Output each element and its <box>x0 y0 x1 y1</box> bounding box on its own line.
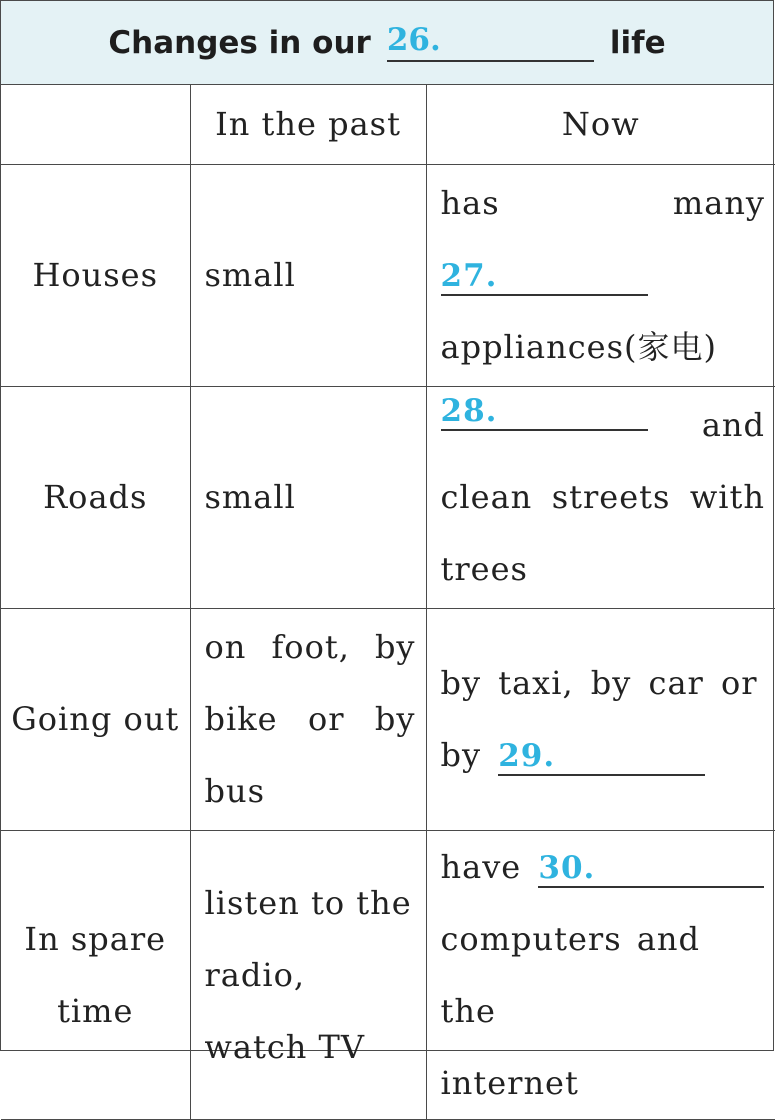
now-roads-line3: trees <box>440 550 528 588</box>
now-spare-time <box>426 830 775 1119</box>
title-suffix: life <box>609 24 666 61</box>
past-roads: small <box>190 386 426 608</box>
header-empty-cell <box>1 85 190 164</box>
now-roads-line2: clean streets with <box>440 478 765 516</box>
past-houses: small <box>190 164 426 386</box>
blank-27[interactable] <box>441 254 648 296</box>
now-going-out <box>426 608 775 830</box>
blank-28[interactable] <box>441 389 648 431</box>
table-row <box>1 830 775 1119</box>
header-row <box>1 85 775 164</box>
row-label-going-out: Going out <box>1 608 190 830</box>
now-spare-time-line2: computers and the <box>440 919 700 1030</box>
now-roads-line1: 28. and <box>441 389 766 461</box>
header-now: Now <box>426 85 775 164</box>
row-label-roads: Roads <box>1 386 190 608</box>
blank-30[interactable] <box>538 846 764 888</box>
blank-number: 27. <box>440 258 498 294</box>
now-houses <box>426 164 775 386</box>
now-spare-time-line1: have 30. <box>441 831 766 903</box>
row-label-spare-time: In spare time <box>1 830 190 1119</box>
now-roads <box>426 386 775 608</box>
table-title <box>1 1 773 85</box>
table-row <box>1 608 775 830</box>
row-label-houses: Houses <box>1 164 190 386</box>
now-houses-line1: has many <box>440 184 765 222</box>
blank-number: 26. <box>386 21 441 58</box>
blank-number: 29. <box>498 738 556 774</box>
blank-29[interactable] <box>498 734 705 776</box>
now-houses-line2 <box>441 239 766 311</box>
comparison-table <box>1 85 775 1120</box>
table-row <box>1 386 775 608</box>
blank-number: 28. <box>440 393 498 429</box>
header-past: In the past <box>190 85 426 164</box>
blank-26[interactable] <box>387 20 594 62</box>
now-going-out-line2: by 29. <box>441 719 766 791</box>
now-going-out-line1: by taxi, by car or <box>440 664 758 702</box>
past-spare-time: listen to the radio, watch TV <box>190 830 426 1119</box>
past-going-out: on foot, by bike or by bus <box>190 608 426 830</box>
table-row <box>1 164 775 386</box>
now-houses-line3: appliances(家电) <box>440 328 717 366</box>
blank-number: 30. <box>538 849 596 886</box>
title-prefix: Changes in our <box>108 24 371 61</box>
now-spare-time-line3: internet <box>440 1063 579 1102</box>
